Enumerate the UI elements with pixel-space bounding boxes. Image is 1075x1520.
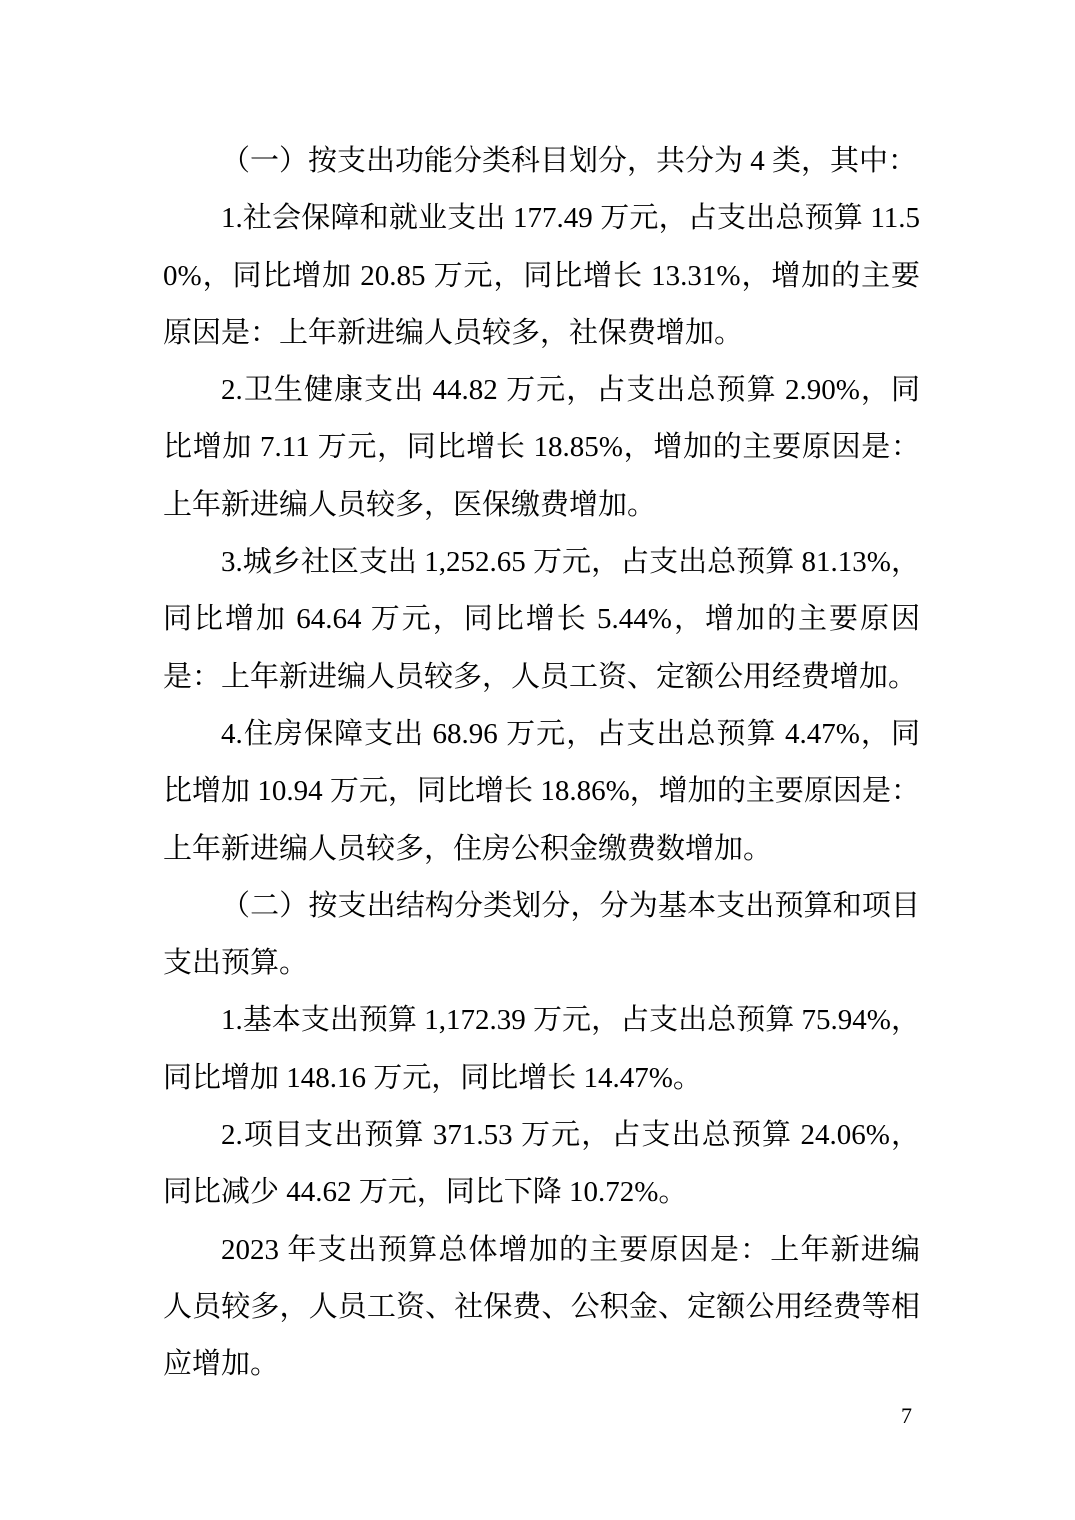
paragraph-social-security-employment: 1.社会保障和就业支出 177.49 万元，占支出总预算 11.50%，同比增加 20.85 万元，同比增长 13.31%，增加的主要原因是：上年新进编人员较多，社保费增加。	[163, 202, 920, 349]
paragraph-expenditure-function-heading: （一）按支出功能分类科目划分，共分为 4 类，其中：	[221, 145, 918, 177]
paragraph-overall-increase-reason: 2023 年支出预算总体增加的主要原因是：上年新进编人员较多，人员工资、社保费、公积金、定额公用经费等相应增加。	[163, 1233, 920, 1381]
body-text	[163, 133, 920, 1394]
paragraph-expenditure-structure-heading: （二）按支出结构分类划分，分为基本支出预算和项目支出预算。	[163, 889, 920, 980]
paragraph-urban-rural-community: 3.城乡社区支出 1,252.65 万元，占支出总预算 81.13%，同比增加 64.64 万元，同比增长 5.44%，增加的主要原因是：上年新进编人员较多，人员工资、定额公用经费增加。	[163, 546, 920, 693]
paragraph-basic-expenditure: 1.基本支出预算 1,172.39 万元，占支出总预算 75.94%，同比增加 148.16 万元，同比增长 14.47%。	[163, 1004, 920, 1094]
page-number: 7	[901, 1403, 912, 1428]
paragraph-health: 2.卫生健康支出 44.82 万元，占支出总预算 2.90%，同比增加 7.11 万元，同比增长 18.85%，增加的主要原因是：上年新进编人员较多，医保缴费增加。	[163, 374, 920, 521]
paragraph-housing-security: 4.住房保障支出 68.96 万元，占支出总预算 4.47%，同比增加 10.94 万元，同比增长 18.86%，增加的主要原因是：上年新进编人员较多，住房公积金缴费数增加。	[163, 717, 920, 865]
paragraph-project-expenditure: 2.项目支出预算 371.53 万元，占支出总预算 24.06%，同比减少 44.62 万元，同比下降 10.72%。	[163, 1119, 920, 1209]
